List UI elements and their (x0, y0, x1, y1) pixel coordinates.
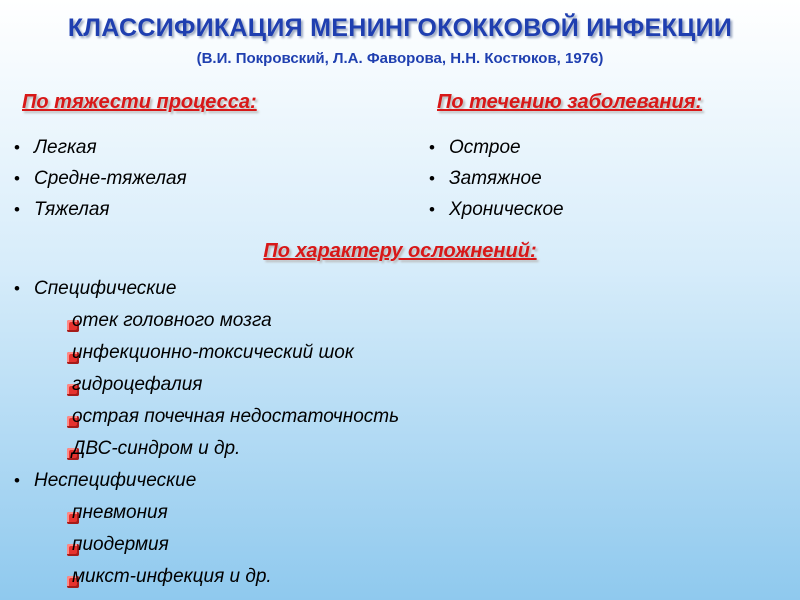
list-item: • Затяжное (427, 163, 564, 194)
course-list (427, 132, 564, 225)
list-item: инфекционно-токсический шок (12, 337, 399, 369)
severity-heading: По тяжести процесса: (22, 91, 257, 113)
complications-list (12, 273, 399, 593)
list-item: пиодермия (12, 529, 399, 561)
list-item: • Острое (427, 132, 564, 163)
page-subtitle: (В.И. Покровский, Л.А. Фаворова, Н.Н. Костюков, 1976) (196, 50, 604, 67)
list-item: микст-инфекция и др. (12, 561, 399, 593)
list-item: • Хроническое (427, 194, 564, 225)
course-heading: По течению заболевания: (437, 91, 703, 113)
list-item: пневмония (12, 497, 399, 529)
complications-heading: По характеру осложнений: (263, 240, 537, 262)
list-item: острая почечная недостаточность (12, 401, 399, 433)
list-item: • Тяжелая (12, 194, 187, 225)
group-specific: • Специфические (12, 273, 399, 305)
page-title: КЛАССИФИКАЦИЯ МЕНИНГОКОККОВОЙ ИНФЕКЦИИ (67, 14, 733, 42)
severity-list (12, 132, 187, 225)
list-item: • Средне-тяжелая (12, 163, 187, 194)
list-item: • Легкая (12, 132, 187, 163)
list-item: гидроцефалия (12, 369, 399, 401)
list-item: ДВС-синдром и др. (12, 433, 399, 465)
group-nonspecific: • Неспецифические (12, 465, 399, 497)
list-item: отек головного мозга (12, 305, 399, 337)
